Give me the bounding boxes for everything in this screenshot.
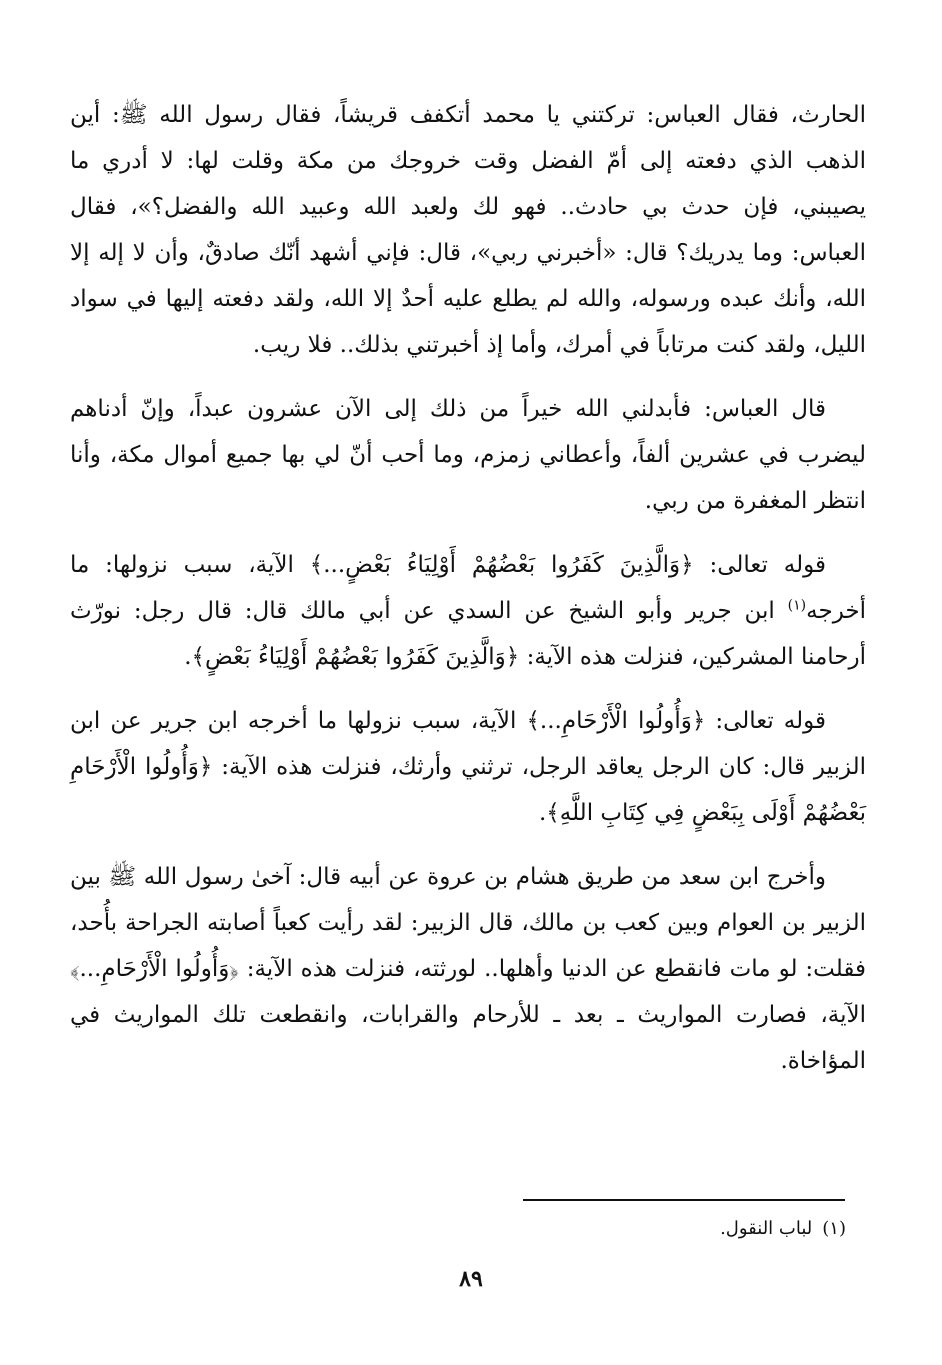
paragraph-3-text-before: قوله تعالى: ﴿وَالَّذِينَ كَفَرُوا بَعْضُهُمْ أَوْلِيَاءُ بَعْضٍ...﴾ الآية، سبب نزولها: ما أخرجه [70,552,866,624]
footnote-text: لباب النقول. [720,1218,813,1239]
page-number: ٨٩ [459,1266,483,1292]
footnote-divider [523,1199,845,1201]
paragraph-4: قوله تعالى: ﴿وَأُولُوا الْأَرْحَامِ...﴾ الآية، سبب نزولها ما أخرجه ابن جرير عن ابن الزبير قال: كان الرجل يعاقد الرجل، ترثني وأرثك، فنزلت هذه الآية: ﴿وَأُولُوا الْأَرْحَامِ بَعْضُهُمْ أَوْلَى بِبَعْضٍ فِي كِتَابِ اللَّهِ﴾. [70,708,866,826]
paragraph-1: الحارث، فقال العباس: تركتني يا محمد أتكفف قريشاً، فقال رسول الله ﷺ: أين الذهب الذي دفعته إلى أمّ الفضل وقت خروجك من مكة وقلت لها: لا أدري ما يصيبني، فإن حدث بي حادث.. فهو لك ولعبد الله وعبيد الله والفضل؟»، فقال العباس: وما يدريك؟ قال: «أخبرني ربي»، قال: فإني أشهد أنّك صادقٌ، وأن لا إله إلا الله، وأنك عبده ورسوله، والله لم يطلع عليه أحدٌ إلا الله، ولقد دفعته إليها في سواد الليل، ولقد كنت مرتاباً في أمرك، وأما إذ أخبرتني بذلك.. فلا ريب. [70,102,866,358]
footnote-number: (١) [822,1218,846,1239]
footnote [400,1214,846,1244]
paragraph-3 [70,542,866,680]
main-text [70,92,866,1102]
footnote-reference: (١) [787,597,807,614]
paragraph-3-text-after: ابن جرير وأبو الشيخ عن السدي عن أبي مالك قال: قال رجل: نورّث أرحامنا المشركين، فنزلت هذه الآية: ﴿وَالَّذِينَ كَفَرُوا بَعْضُهُمْ أَوْلِيَاءُ بَعْضٍ﴾. [70,598,866,670]
paragraph-2: قال العباس: فأبدلني الله خيراً من ذلك إلى الآن عشرون عبداً، وإنّ أدناهم ليضرب في عشرين ألفاً، وأعطاني زمزم، وما أحب أنّ لي بها جميع أموال مكة، وأنا انتظر المغفرة من ربي. [70,396,866,514]
paragraph-5: وأخرج ابن سعد من طريق هشام بن عروة عن أبيه قال: آخىٰ رسول الله ﷺ بين الزبير بن العوام وبين كعب بن مالك، قال الزبير: لقد رأيت كعباً أصابته الجراحة بأُحد، فقلت: لو مات فانقطع عن الدنيا وأهلها.. لورثته، فنزلت هذه الآية: ﴿وَأُولُوا الْأَرْحَامِ...﴾ الآية، فصارت المواريث ـ بعد ـ للأرحام والقرابات، وانقطعت تلك المواريث في المؤاخاة. [70,864,866,1074]
